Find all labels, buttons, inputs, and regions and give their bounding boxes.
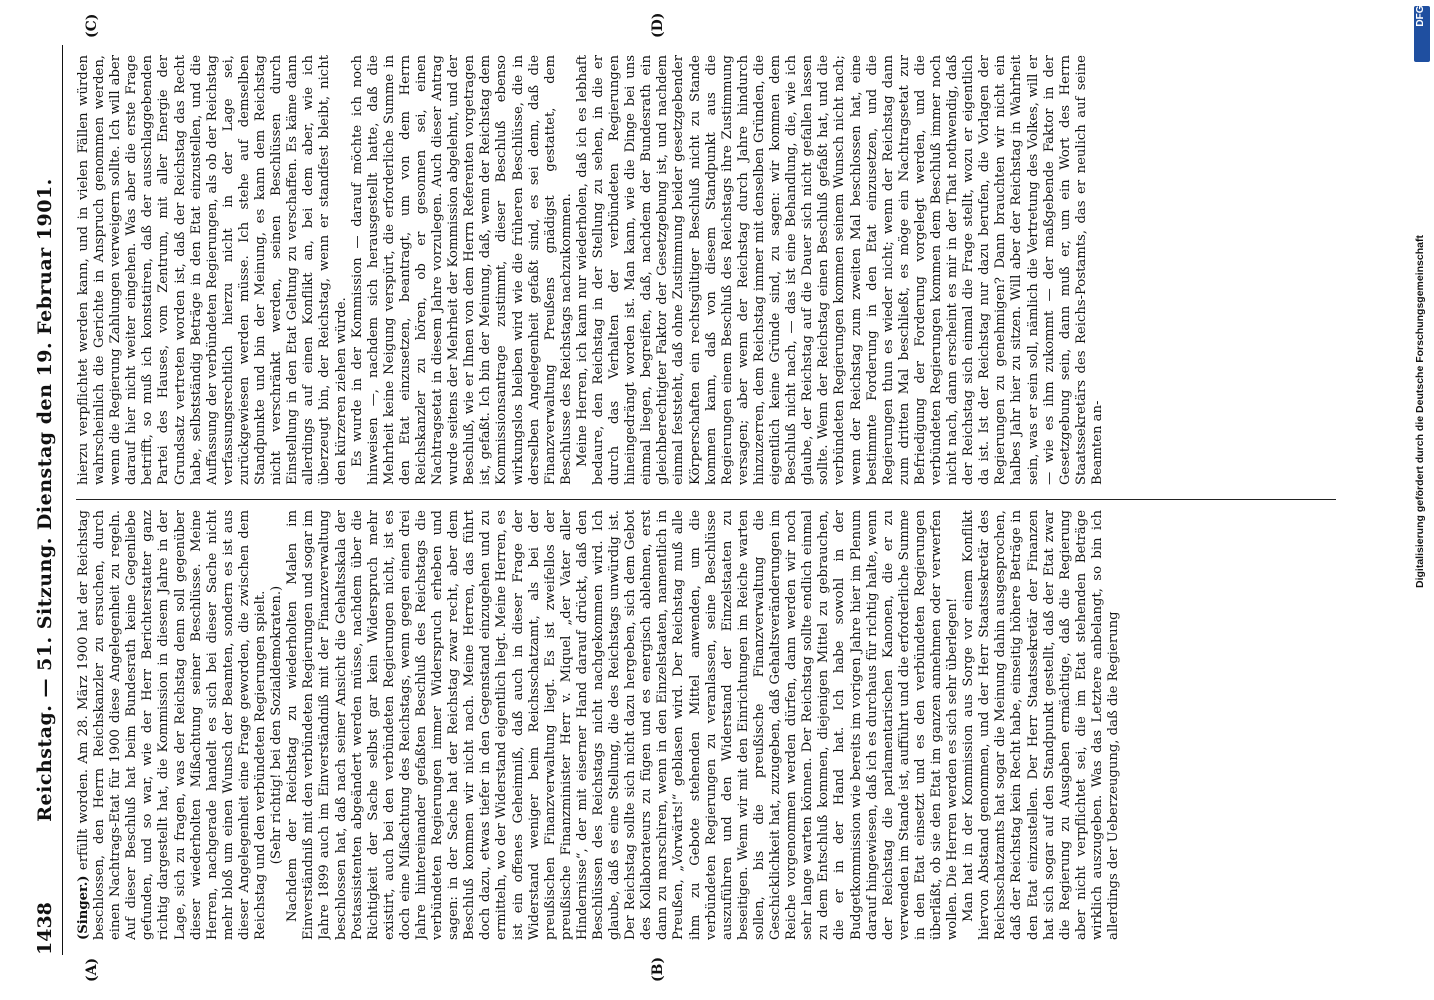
margin-marker-b: (B)	[650, 956, 666, 982]
speaker-label: (Singer.)	[76, 875, 91, 940]
paragraph: Es wurde in der Kommission — darauf möchte ich noch hinweisen —, nachdem sich herausgestellt hatte, daß die Mehrheit keine Neigung verspürt, die erforderliche Summe in den Etat einzusetzen, beantragt, um von dem Herrn Reichskanzler zu hören, ob er gesonnen sei, einen Nachtragsetat in diesem Jahre vorzulegen. Auch dieser Antrag wurde seitens der Mehrheit der Kommission abgelehnt, und der Beschluß, wie er Ihnen von dem Herrn Referenten vorgetragen ist, gefaßt. Ich bin der Meinung, daß, wenn der Reichstag dem Kommissionsantrage zustimmt, dieser Beschluß ebenso wirkungslos bleiben wird wie die früheren Beschlüsse, die in derselben Angelegenheit gefaßt sind, es sei denn, daß die Finanzverwaltung Preußens gnädigst gestattet, dem Beschlusse des Reichstags nachzukommen.	[349, 55, 574, 485]
interjection: (Sehr richtig! bei den Sozialdemokraten.)	[269, 585, 285, 865]
page-number: 1438	[34, 902, 56, 955]
dfg-logo-label: DFG	[1415, 5, 1426, 27]
paragraph: Nachdem der Reichstag zu wiederholten Malen im Einverständniß mit den verbündeten Regierungen und sogar im Jahre 1899 auch im Einverständniß mit der Finanzverwaltung beschlossen hat, daß nach seiner Ansicht die Gehaltsskala der Postassistenten abgeändert werden müsse, nachdem über die Richtigkeit der Sache selbst gar kein Widerspruch mehr existirt, auch bei den verbündeten Regierungen nicht, ist es doch eine Mißachtung des Reichstags, wenn gegen einen drei Jahre hintereinander gefaßten Beschluß des Reichstags die verbündeten Regierungen immer Widerspruch erheben und sagen: in der Sache hat der Reichstag zwar recht, aber dem Beschluß kommen wir nicht nach. Meine Herren, das führt doch dazu, etwas tiefer in den Gegenstand einzugehen und zu ermitteln, wo der Widerstand eigentlich liegt. Meine Herren, es ist ein offenes Geheimniß, daß auch in dieser Frage der Widerstand weniger beim Reichsschatzamt, als bei der preußischen Finanzverwaltung liegt. Es ist zweifellos der preußische Finanzminister Herr v. Miquel „der Vater aller Hindernisse“, der mit eiserner Hand darauf drückt, daß den Beschlüssen des Reichstags nicht nachgekommen wird. Ich glaube, daß es eine Stellung, die des Reichstags unwürdig ist. Der Reichstag sollte sich nicht dazu hergeben, sich dem Gebot des Kollaborateurs zu fügen und es energisch ablehnen, erst dann zu marschiren, wenn in den Einzelstaaten, namentlich in Preußen, „Vorwärts!“ geblasen wird. Der Reichstag muß alle ihm zu Gebote stehenden Mittel anwenden, um die verbündeten Regierungen zu veranlassen, seine Beschlüsse auszuführen und den Widerstand der Einzelstaaten zu beseitigen. Wenn wir mit den Einrichtungen im Reiche warten sollen, bis die preußische Finanzverwaltung die Geschicklichkeit hat, zuzugeben, daß Gehaltsveränderungen im Reiche vorgenommen werden dürfen, dann werden wir noch sehr lange warten können. Der Reichstag sollte endlich einmal zu dem Entschluß kommen, diejenigen Mittel zu gebrauchen, die er in der Hand hat. Ich habe sowohl in der Budgetkommission wie bereits im vorigen Jahre hier im Plenum darauf hingewiesen, daß ich es durchaus für richtig halte, wenn der Reichstag die parlamentarischen Kanonen, die er zu verwenden im Stande ist, aufführt und die erforderliche Summe in den Etat einsetzt und es den verbündeten Regierungen überläßt, ob sie den Etat im ganzen annehmen oder verwerfen wollen. Die Herren werden es sich sehr überlegen!	[285, 510, 961, 940]
paragraph: Man hat in der Kommission aus Sorge vor einem Konflikt hiervon Abstand genommen, und der Herr Staatssekretär des Reichsschatzamts hat sogar die Meinung dahin ausgesprochen, daß der Reichstag kein Recht habe, einseitig höhere Beträge in den Etat einzustellen. Der Herr Staatssekretär der Finanzen hat sich sogar auf den Standpunkt gestellt, daß der Etat zwar die Regierung zu Ausgaben ermächtige, daß die Regierung aber nicht verpflichtet sei, die im Etat stehenden Beträge wirklich auszugeben. Was das Letztere anbelangt, so bin ich allerdings der Ueberzeugung, daß die Regierung	[961, 510, 1121, 940]
page-header	[26, 45, 63, 955]
dfg-logo-icon	[1414, 6, 1430, 62]
paragraph-text: erfüllt worden. Am 28. März 1900 hat der Reichstag beschlossen, den Herrn Reichskanzler zu ersuchen, durch einen Nachtrags-Etat für 1900 diese Angelegenheit zu regeln. Auf dieser Beschluß hat beim Bundesrath keine Gegenliebe gefunden, und so war, wie der Herr Berichterstatter ganz richtig dargestellt hat, die Kommission in diesem Jahre in der Lage, sich zu fragen, was der Reichstag denn soll gegenüber dieser wiederholten Mißachtung seiner Beschlüsse. Meine Herren, nachgerade handelt es sich bei dieser Sache nicht mehr bloß um einen Wunsch der Beamten, sondern es ist aus dieser Angelegenheit eine Frage geworden, die zwischen dem Reichstag und den verbündeten Regierungen spielt.	[76, 510, 269, 940]
margin-marker-c: (C)	[84, 13, 100, 38]
paragraph: hierzu verpflichtet werden kann, und in vielen Fällen würden wahrscheinlich die Gerichte in Anspruch genommen werden, wenn die Regierung Zahlungen verweigern sollte. Ich will aber darauf hier nicht weiter eingehen. Was aber die erste Frage betrifft, so muß ich konstatiren, daß der ausschlaggebenden Partei des Hauses, vom Zentrum, mit aller Energie der Grundsatz vertreten worden ist, daß der Reichstag das Recht habe, selbstständig Beträge in den Etat einzustellen, und die Auffassung der verbündeten Regierungen, als ob der Reichstag verfassungsrechtlich hierzu nicht in der Lage sei, zurückgewiesen werden müsse. Ich stehe auf demselben Standpunkte und bin der Meinung, es kann dem Reichstag nicht verschränkt werden, seinen Beschlüssen durch Einstellung in den Etat Geltung zu verschaffen. Es käme dann allerdings auf einen Konflikt an, bei dem aber, wie ich überzeugt bin, der Reichstag, wenn er standfest bleibt, nicht den kürzeren ziehen würde.	[76, 55, 349, 485]
margin-marker-a: (A)	[84, 957, 100, 982]
credit-text: Digitalisierung gefördert durch die Deutsche Forschungsgemeinschaft	[1414, 235, 1426, 588]
right-column	[76, 55, 1336, 485]
left-column	[76, 510, 1336, 940]
margin-marker-d: (D)	[650, 12, 666, 38]
paragraph	[76, 510, 269, 940]
digitization-credit	[1412, 4, 1432, 588]
running-title: Reichstag. — 51. Sitzung. Dienstag den 19. Februar 1901.	[34, 178, 56, 822]
paragraph: Meine Herren, ich kann nur wiederholen, daß ich es lebhaft bedaure, den Reichstag in der Stellung zu sehen, in die er durch das Verhalten der verbündeten Regierungen hineingedrängt worden ist. Man kann, wie die Dinge bei uns einmal liegen, begreifen, daß, nachdem der Bundesrath ein gleichberechtigter Faktor der Gesetzgebung ist, und nachdem einmal feststeht, daß ohne Zustimmung beider gesetzgebender Körperschaften ein rechtsgültiger Beschluß nicht zu Stande kommen kann, daß von diesem Standpunkt aus die Regierungen einem Beschluß des Reichstags ihre Zustimmung versagen; aber wenn der Reichstag durch Jahre hindurch hinzuzerren, dem Reichstag immer mit denselben Gründen, die eigentlich keine Gründe sind, zu sagen: wir kommen dem Beschluß nicht nach, — das ist eine Behandlung, die, wie ich glaube, der Reichstag auf die Dauer sich nicht gefallen lassen sollte. Wenn der Reichstag einen Beschluß gefaßt hat, und die verbündeten Regierungen kommen seinem Wunsch nicht nach; wenn der Reichstag zum zweiten Mal beschlossen hat, eine bestimmte Forderung in den Etat einzusetzen, und die Regierungen thun es wieder nicht; wenn der Reichstag dann zum dritten Mal beschließt, es möge ein Nachtragsetat zur Befriedigung der Forderung vorgelegt werden, und die verbündeten Regierungen kommen dem Beschluß immer noch nicht nach, dann erscheint es mir in der That nothwendig, daß der Reichstag sich einmal die Frage stellt, wozu er eigentlich da ist. Ist der Reichstag nur dazu berufen, die Vorlagen der Regierungen zu genehmigen? Dann brauchten wir nicht ein halbes Jahr hier zu sitzen. Will aber der Reichstag in Wahrheit sein, was er sein soll, nämlich die Vertretung des Volkes, will er — wie es ihm zukommt — der maßgebende Faktor in der Gesetzgebung sein, dann muß er, um ein Wort des Herrn Staatssekretärs des Reichs-Postamts, das er neulich auf seine Beamten an-	[574, 55, 1105, 485]
column-divider	[76, 499, 1336, 500]
